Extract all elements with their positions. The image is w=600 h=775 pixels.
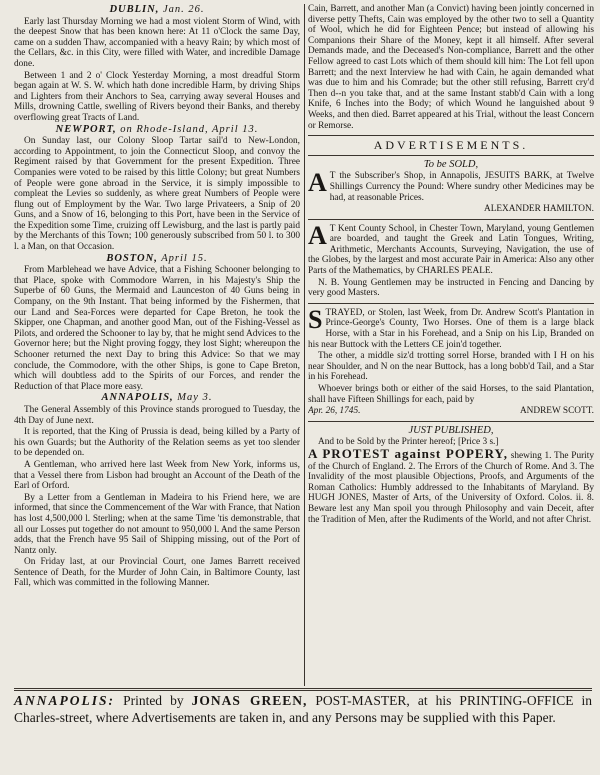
left-column bbox=[14, 4, 300, 590]
footer-title: POST-MASTER, bbox=[315, 693, 410, 708]
article-paragraph: On Sunday last, our Colony Sloop Tartar sail'd to New-London, according to Appointment, to join the Connecticut Sloop, and convoy the Regiment raised by that Government for the present Expedition. Three Companies were voted to be raised by this little Colony; but great Numbers of People were gone abroad in the Service, it is simply impossible to compleat the Levies so suddenly, as where great Numbers of People were flung out of Employment by the War. Two large Privateers, a Snip of 20 Guns, and a Snow of 16, belonging to this Port, have been in the Service of the Expedition some Time, cruizing off Lewisburg, and the last is partly paid by the Merchants of this Town; 100 generously subscribed from 50 l. to 300 l. a Man, on that Occasion. bbox=[14, 136, 300, 253]
ad-signature: ANDREW SCOTT. bbox=[519, 406, 594, 417]
article-paragraph: By a Letter from a Gentleman in Madeira to his Friend here, we are informed, that since the Commencement of the War with France, that Nation has lost 4,500,000 l. Sterling; when at the same Time 'tis demonstrable, that all our Losses put together do not amount to 950,000 l. And the same Person adds, that the French have 95 Sail of Shipping missing, out of the Port of Nantz only. bbox=[14, 492, 300, 556]
ad-date: Apr. 26, 1745. bbox=[308, 406, 361, 417]
ad-jesuits-bark bbox=[308, 160, 594, 215]
dateline-newport: NEWPORT, on Rhode-Island, April 13. bbox=[55, 123, 259, 135]
imprint-footer bbox=[14, 692, 592, 726]
column-divider bbox=[304, 4, 305, 686]
ad-rule bbox=[308, 421, 594, 422]
article-paragraph: Early last Thursday Morning we had a most violent Storm of Wind, with the deepest Snow that has been known here: At 11 o'Clock the same Day, came on a sudden Thaw, accompanied with a heavy Rain; by which most of the Cellars, &c. in this City, were filled with Water, and incredible Damage done. bbox=[14, 16, 300, 69]
drop-cap: S bbox=[308, 304, 323, 334]
ad-paragraph: The other, a middle siz'd trotting sorrel Horse, branded with I H on his near Shoulder, and N on the near Buttock, has a long bobb'd Tail, and a Star in his Forehead. bbox=[308, 351, 594, 383]
article-paragraph: From Marblehead we have Advice, that a Fishing Schooner belonging to that Place, spoke with Commodore Warren, in his Majesty's Ship the Superbe of 60 Guns, the Mermaid and Launceston of 40 Guns being in Company, on the 9th Instant. That being informed by the Fishermen, that our Land and Sea-Forces were departed for Cape Breton, he took the Skipper, one Chapman, and another good Man, out of the Fishing-Vessel as Pilots, and ordered the Schooner to lay by, that he might send Advices to the Governor here; but the Night proving foggy, they lost Sight; whereupon the Schooner returned the next Day to bring this Advice: So that we may conclude, the Commodore, with the other Ships, is gone to Cape Breton, which will doubtless add to the Spirits of our Forces, and render the Reduction of that Place more easy. bbox=[14, 265, 300, 392]
ad-strayed-horses bbox=[308, 304, 594, 417]
ad-title: JUST PUBLISHED, bbox=[408, 424, 494, 436]
protest-title: A PROTEST against POPERY, bbox=[308, 445, 508, 461]
article-paragraph: On Friday last, at our Provincial Court, one James Barrett received Sentence of Death, for the Murder of John Cain, in Baltimore County, last Fall, which was committed in the following Manner. bbox=[14, 557, 300, 589]
ad-note: N. B. Young Gentlemen may be instructed in Fencing and Dancing by very good Masters. bbox=[308, 277, 594, 299]
ad-text: T the Subscriber's Shop, in Annapolis, JESUITS BARK, at Twelve Shillings Currency the Pound: Where sundry other Medicines may be had, at reasonable Prices. bbox=[329, 171, 594, 203]
ad-text: TRAYED, or Stolen, last Week, from Dr. Andrew Scott's Plantation in Prince-George's County, Two Horses. One of them is a large black Horse, with a Star in his Forehead, and a Snip on his Lip, Branded on his near Buttock with the Letters CE join'd together. bbox=[308, 307, 594, 350]
footer-rule bbox=[14, 690, 592, 691]
footer-text: Printed by bbox=[123, 693, 184, 708]
ad-text: shewing 1. The Purity of the Church of England. 2. The Errors of the Church of Rome. And 3. The Invalidity of the most plausible Objections, Proofs, and Arguments of the Roman Catholics: Humbly addressed to the Inhabitants of Maryland. By HUGH JONES, Master of Arts, of the University of Oxford. Colos. ii. 8. Beware lest any Man spoil you through Philosophy and vain Deceit, after the Tradition of Men, after the Rudiments of the World, and not after Christ. bbox=[308, 450, 595, 525]
article-paragraph: A Gentleman, who arrived here last Week from New York, informs us, that a Vessel there from Lisbon had brought an Account of the Death of the Earl of Orford. bbox=[14, 459, 300, 492]
ad-rule bbox=[308, 219, 594, 220]
ad-subtitle: And to be Sold by the Printer hereof; [Price 3 s.] bbox=[318, 437, 499, 448]
footer-place: ANNAPOLIS: bbox=[14, 693, 116, 708]
footer-rule bbox=[14, 688, 592, 689]
drop-cap: A bbox=[308, 220, 327, 250]
right-column bbox=[308, 4, 594, 527]
footer-text: at his PRINTING-OFFICE in Charles-street, where Advertisements are taken in, and any Persons may be supplied with this Paper. bbox=[14, 693, 592, 725]
article-paragraph: It is reported, that the King of Prussia is dead, being killed by a Party of his own Guards; but the Authority of the Relation seems as yet too slender to be depended on. bbox=[14, 427, 300, 459]
drop-cap: A bbox=[308, 168, 327, 198]
section-rule bbox=[308, 155, 594, 156]
ad-paragraph: Whoever brings both or either of the said Horses, to the said Plantation, shall have Fifteen Shillings for each, paid by bbox=[308, 384, 594, 405]
section-rule bbox=[308, 135, 594, 136]
ad-title: To be SOLD, bbox=[423, 158, 479, 170]
advertisements-heading: ADVERTISEMENTS. bbox=[373, 138, 529, 153]
dateline-dublin: DUBLIN, Jan. 26. bbox=[109, 4, 205, 15]
ad-signature: ALEXANDER HAMILTON. bbox=[483, 204, 594, 215]
ad-kent-county-school bbox=[308, 220, 594, 299]
article-paragraph: Between 1 and 2 o' Clock Yesterday Morning, a most dreadful Storm began again at W. S. W. which hath done incredible Harm, by driving Ships and Lighters from their Anchors to Sea, carrying away several Houses and Mills, drowning Cattle, swelling of Rivers beyond their Banks, and thereby overflowing great Tracts of Land. bbox=[14, 70, 300, 123]
dateline-boston: BOSTON, April 15. bbox=[106, 252, 208, 264]
footer-printer: JONAS GREEN, bbox=[191, 693, 308, 708]
ad-rule bbox=[308, 303, 594, 304]
article-paragraph: The General Assembly of this Province stands prorogued to Tuesday, the 4th Day of June next. bbox=[14, 404, 300, 426]
article-continuation: Cain, Barrett, and another Man (a Convict) having been jointly concerned in diverse petty Thefts, Cain was employed by the other two to sell a Quantity of Wool, which he did for Eighteen Pence; but instead of allowing his Companions their Share of the Money, kept it all himself. After several Demands made, and the Deceased's Non-compliance, Barrett and the other Fellow agreed to cast Lots which of them should kill him: The Lot fell upon Barrett; and the next Interview he had with Cain, he again demanded what was due to him and his Comrade; but the other still refusing, Barrett cry'd Then d--n you take that, and at the same Instant stabb'd Cain with a long Knife, 6 Inches into the Body; of which Wound he languished about 9 Weeks, and then died. Barret appeared at his Trial, without the least Concern or Remorse. bbox=[308, 4, 594, 131]
ad-text: T Kent County School, in Chester Town, Maryland, young Gentlemen are boarded, and taught the Greek and Latin Tongues, Writing, Arithmetic, Merchants Accounts, Surveying, Navigation, the use of the Globes, by the largest and most accurate Pair in America: Also any other Parts of the Mathematics, by CHARLES PEALE. bbox=[308, 223, 594, 277]
dateline-annapolis: ANNAPOLIS, May 3. bbox=[101, 392, 213, 404]
ad-just-published bbox=[308, 426, 594, 525]
